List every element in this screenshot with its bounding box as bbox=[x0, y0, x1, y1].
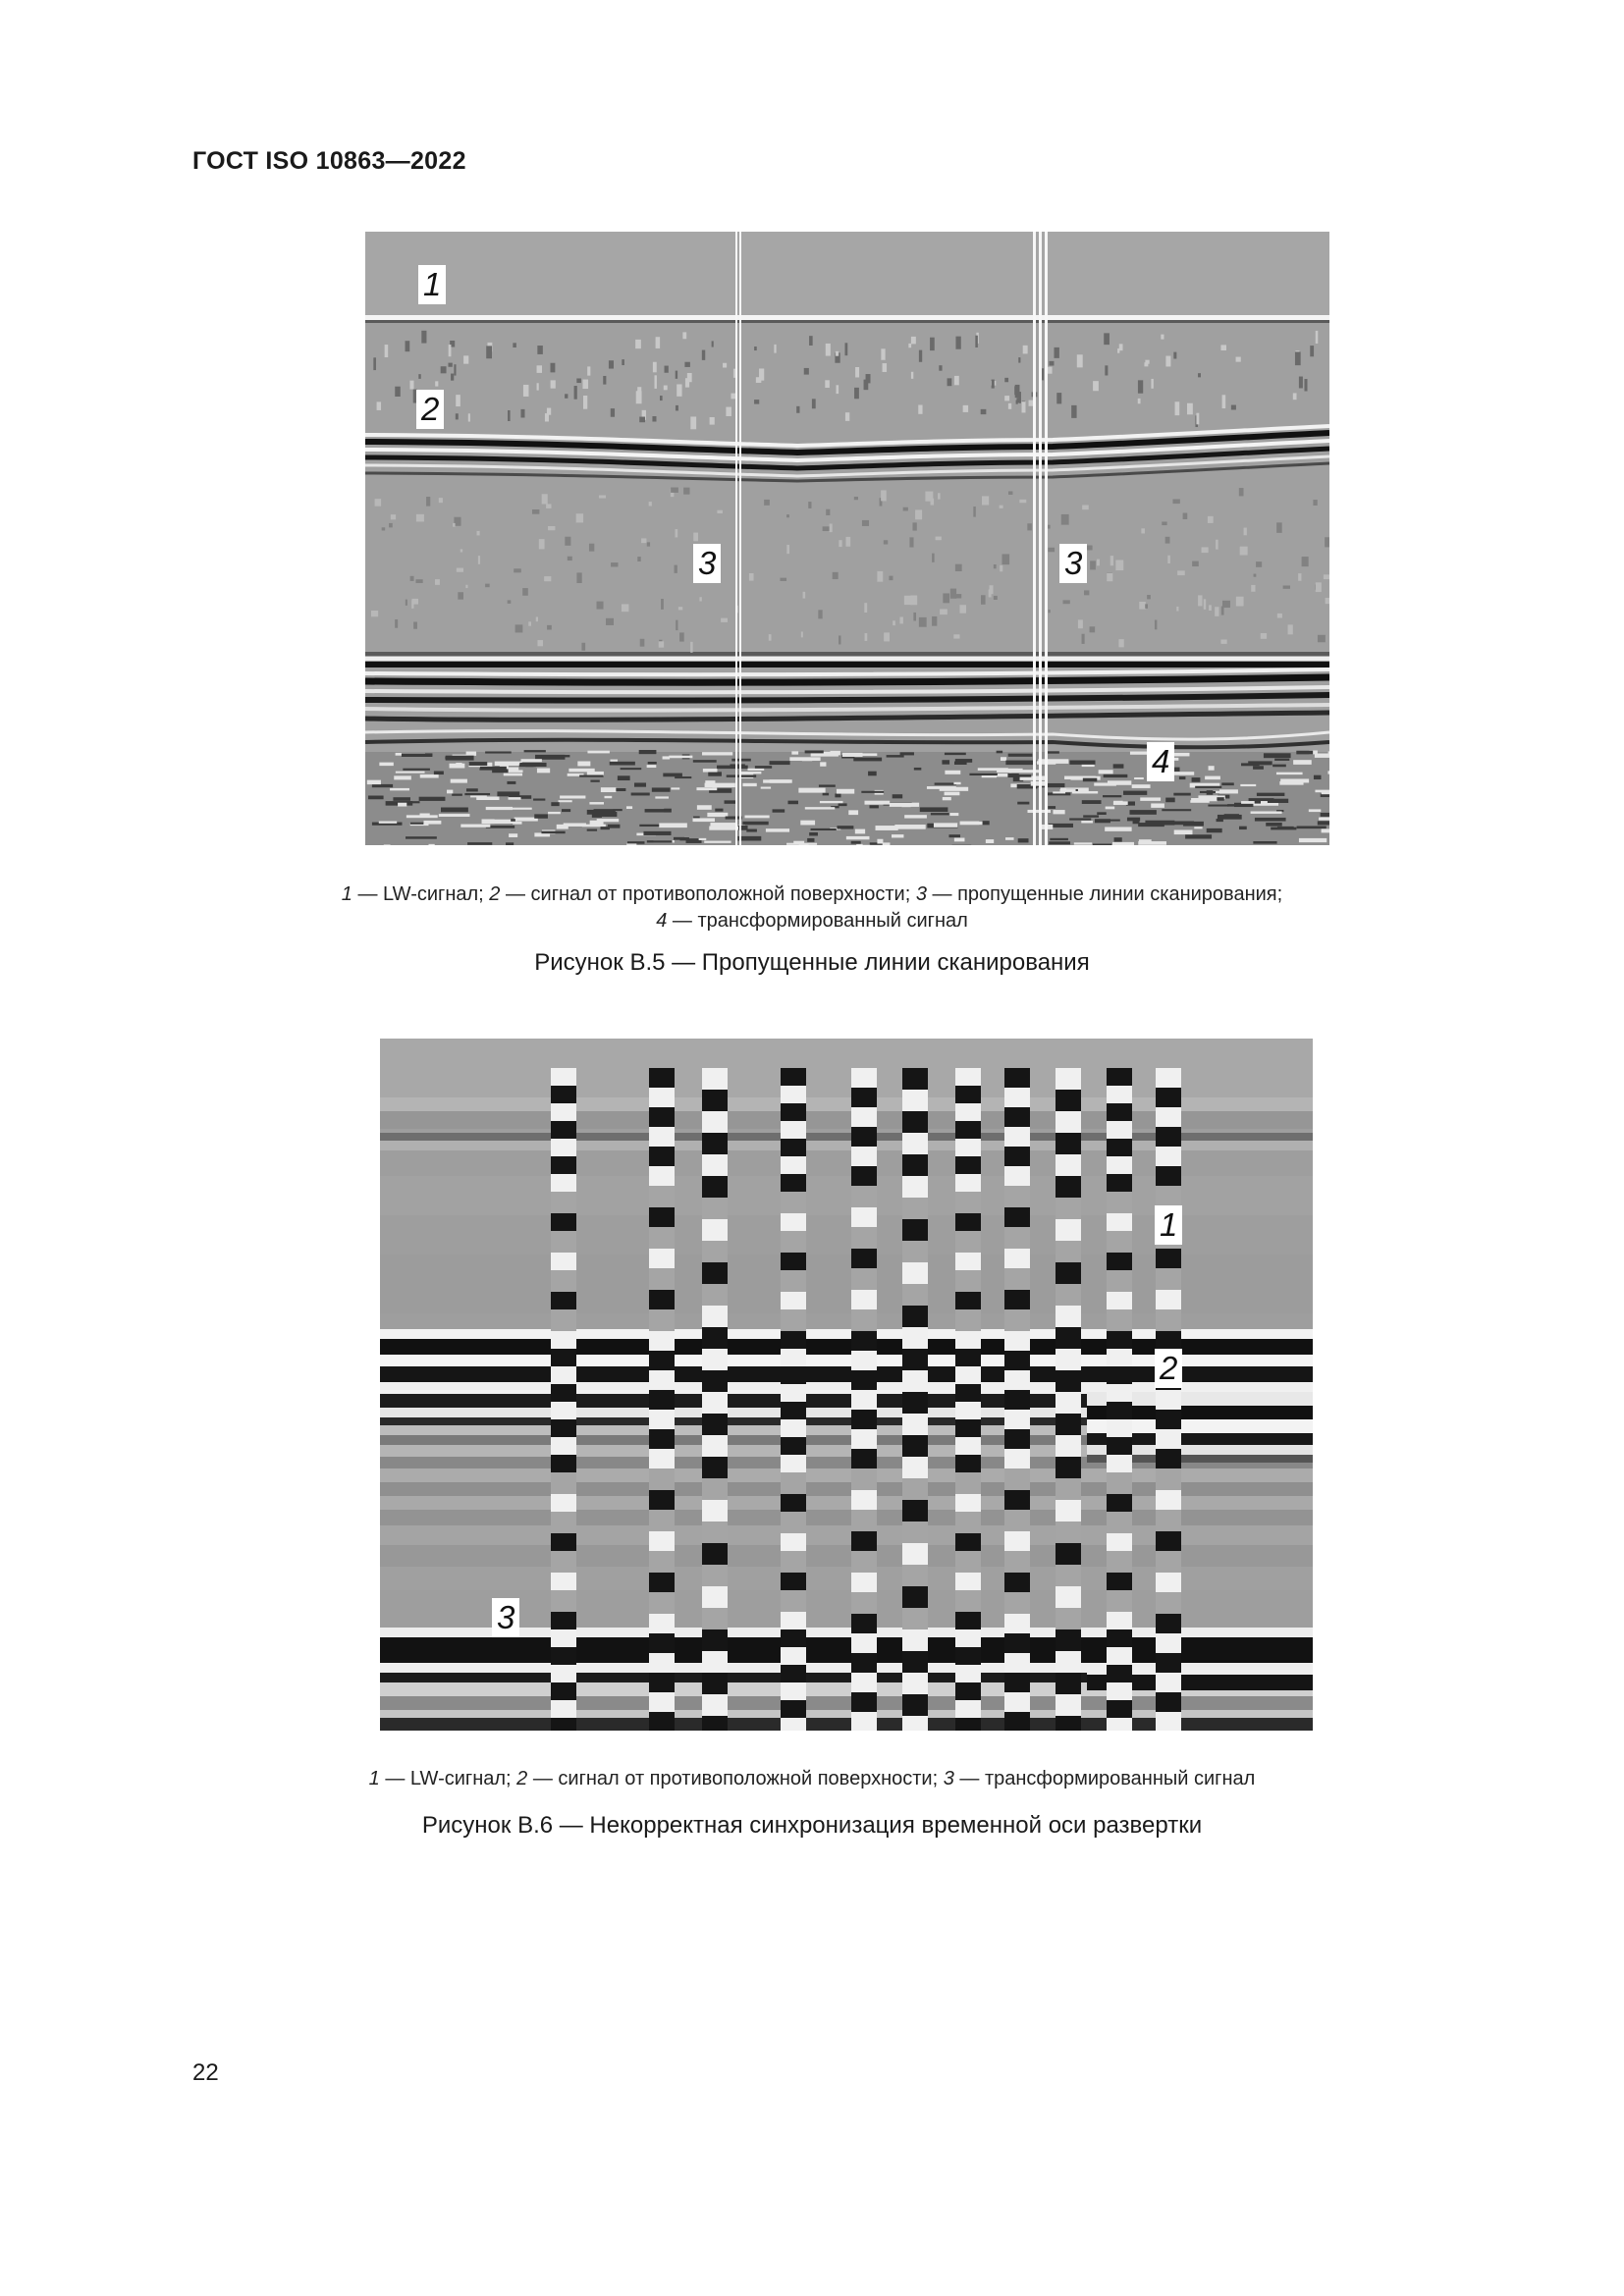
label-2: 2 bbox=[416, 390, 444, 429]
document-header: ГОСТ ISO 10863—2022 bbox=[192, 147, 466, 175]
figure-b5-scan-image bbox=[365, 232, 1329, 845]
label-1: 1 bbox=[418, 265, 446, 304]
label-4: 4 bbox=[1147, 742, 1174, 781]
label-3: 3 bbox=[492, 1598, 519, 1637]
figure-b6-caption: Рисунок В.6 — Некорректная синхронизация временной оси развертки bbox=[421, 1812, 1203, 1839]
label-1: 1 bbox=[1155, 1205, 1182, 1245]
page-number: 22 bbox=[192, 2059, 219, 2086]
figure-b6-scan-image bbox=[380, 1039, 1313, 1731]
figure-b5-legend: 1 — LW-сигнал; 2 — сигнал от противоположной поверхности; 3 — пропущенные линии сканирования; 4 — трансформированный сигнал bbox=[341, 883, 1283, 932]
figure-b5-caption: Рисунок В.5 — Пропущенные линии сканирования bbox=[534, 949, 1090, 976]
label-3-left: 3 bbox=[693, 544, 721, 583]
label-3-right: 3 bbox=[1059, 544, 1087, 583]
label-2: 2 bbox=[1155, 1349, 1182, 1388]
figure-b6-legend: 1 — LW-сигнал; 2 — сигнал от противоположной поверхности; 3 — трансформированный сигнал bbox=[368, 1768, 1256, 1789]
